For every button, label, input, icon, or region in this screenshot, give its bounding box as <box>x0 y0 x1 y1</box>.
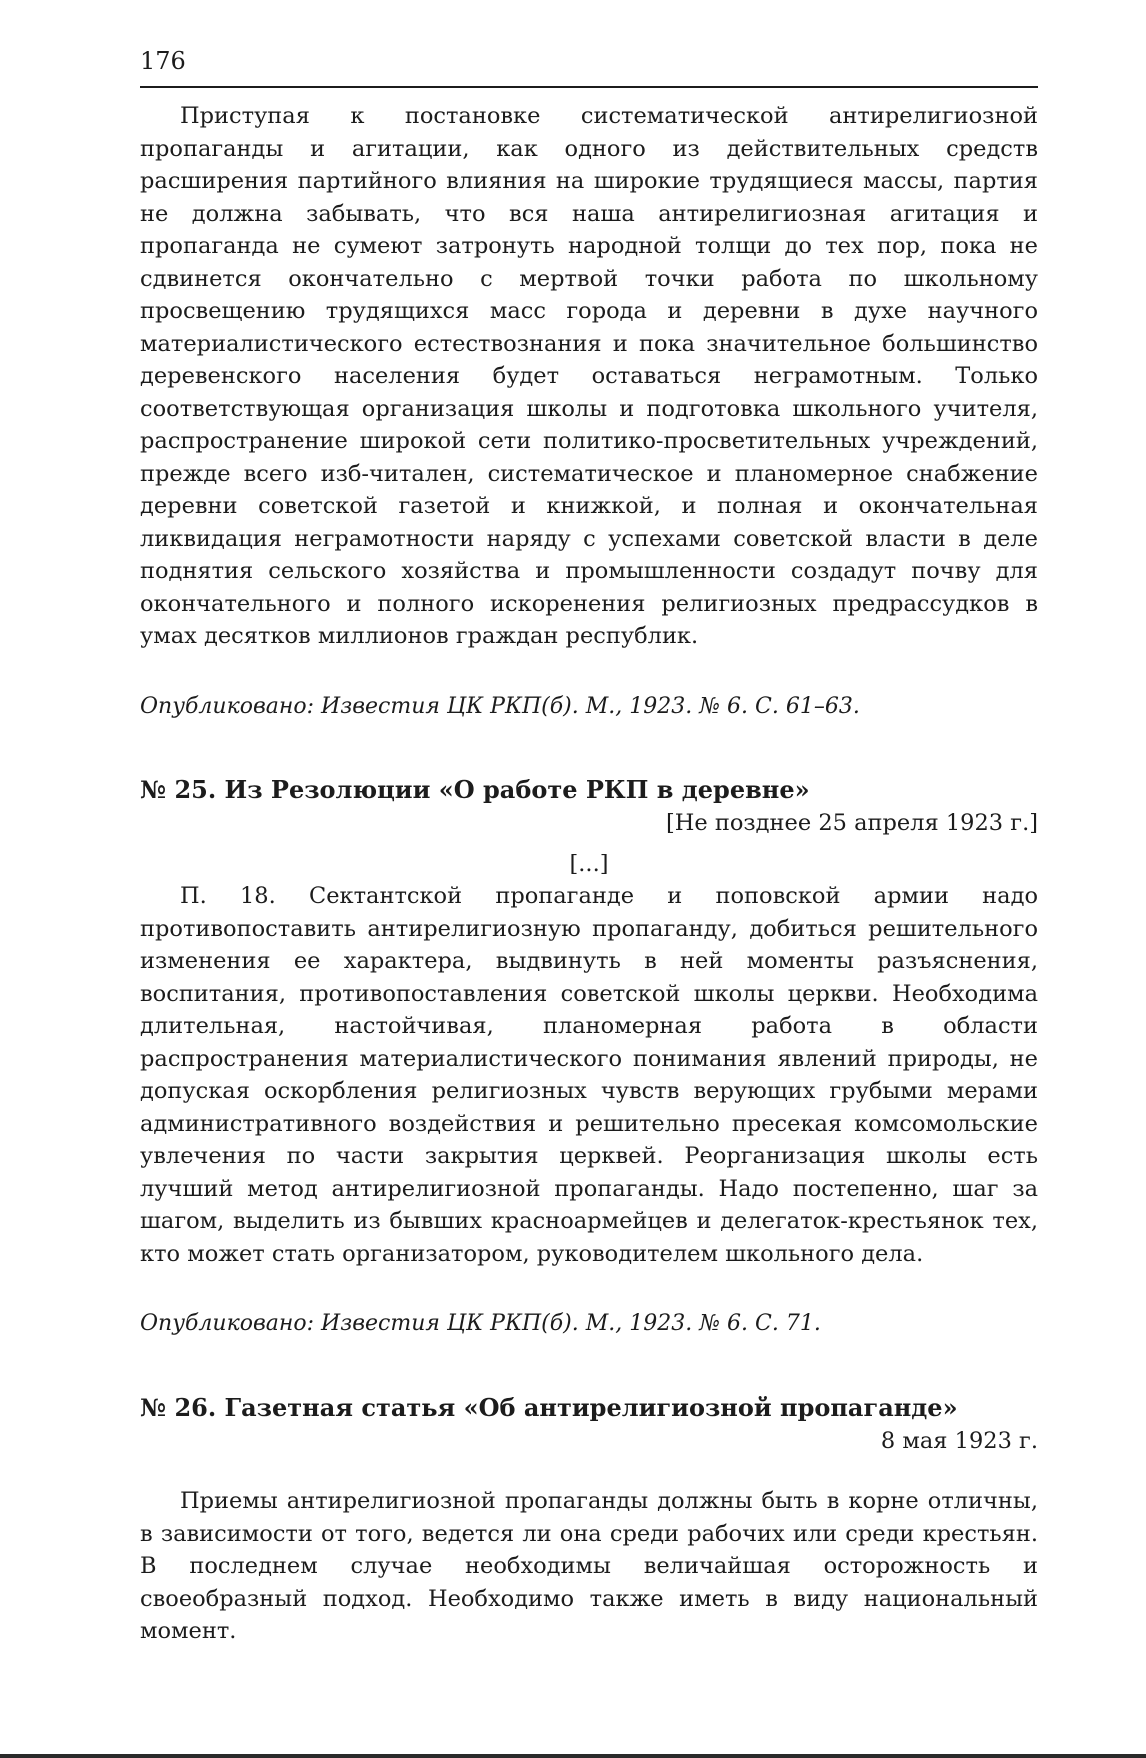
intro-paragraph: Приступая к постановке систематической антирелигиозной пропаганды и агитации, как одного из действительных средств расширения партийного влияния на широкие трудящиеся массы, партия не должна забывать, что вся наша антирелигиозная агитация и пропаганда не сумеют затронуть народной толщи до тех пор, пока не сдвинется окончательно с мертвой точки работа по школьному просвещению трудящихся масс города и деревни в духе научного материалистического естествознания и пока значительное большинство деревенского населения будет оставаться неграмотным. Только соответствующая организация школы и подготовка школьного учителя, распространение широкой сети политико-просветительных учреждений, прежде всего изб-читален, систематическое и планомерное снабжение деревни советской газетой и книжкой, и полная и окончательная ликвидация неграмотности наряду с успехами советской власти в деле поднятия сельского хозяйства и промышленности создадут почву для окончательного и полного искоренения религиозных предрассудков в умах десятков миллионов граждан республик. <box>140 103 1038 649</box>
doc-26-paragraph: Приемы антирелигиозной пропаганды должны быть в корне отличны, в зависимости от того, ведется ли она среди рабочих или среди крестьян. В последнем случае необходимы величайшая осторожность и своеобразный подход. Необходимо также иметь в виду национальный момент. <box>140 1488 1038 1644</box>
header-rule <box>140 86 1038 88</box>
doc-25-omission-mark: [...] <box>569 850 609 877</box>
doc-26-heading: № 26. Газетная статья «Об антирелигиозной пропаганде» <box>140 1392 958 1422</box>
doc-26-date: 8 мая 1923 г. <box>880 1427 1038 1454</box>
doc-25-date: [Не позднее 25 апреля 1923 г.] <box>666 810 1038 836</box>
page-content <box>140 100 1038 1648</box>
bottom-edge-rule <box>0 1754 1146 1758</box>
doc-25-published-note: Опубликовано: Известия ЦК РКП(б). М., 1923. № 6. С. 71. <box>140 1311 821 1336</box>
doc-25-paragraph: П. 18. Сектантской пропаганде и поповской армии надо противопоставить антирелигиозную пропаганду, добиться решительного изменения ее характера, выдвинуть в ней моменты разъяснения, воспитания, противопоставления советской школы церкви. Необходима длительная, настойчивая, планомерная работа в области распространения материалистического понимания явлений природы, не допуская оскорбления религиозных чувств верующих грубыми мерами административного воздействия и решительно пресекая комсомольские увлечения по части закрытия церквей. Реорганизация школы есть лучший метод антирелигиозной пропаганды. Надо постепенно, шаг за шагом, выделить из бывших красноармейцев и делегаток-крестьянок тех, кто может стать организатором, руководителем школьного дела. <box>140 883 1038 1267</box>
intro-published-note: Опубликовано: Известия ЦК РКП(б). М., 1923. № 6. С. 61–63. <box>140 693 860 719</box>
doc-25-heading: № 25. Из Резолюции «О работе РКП в деревне» <box>140 775 810 804</box>
page-number: 176 <box>140 47 186 75</box>
